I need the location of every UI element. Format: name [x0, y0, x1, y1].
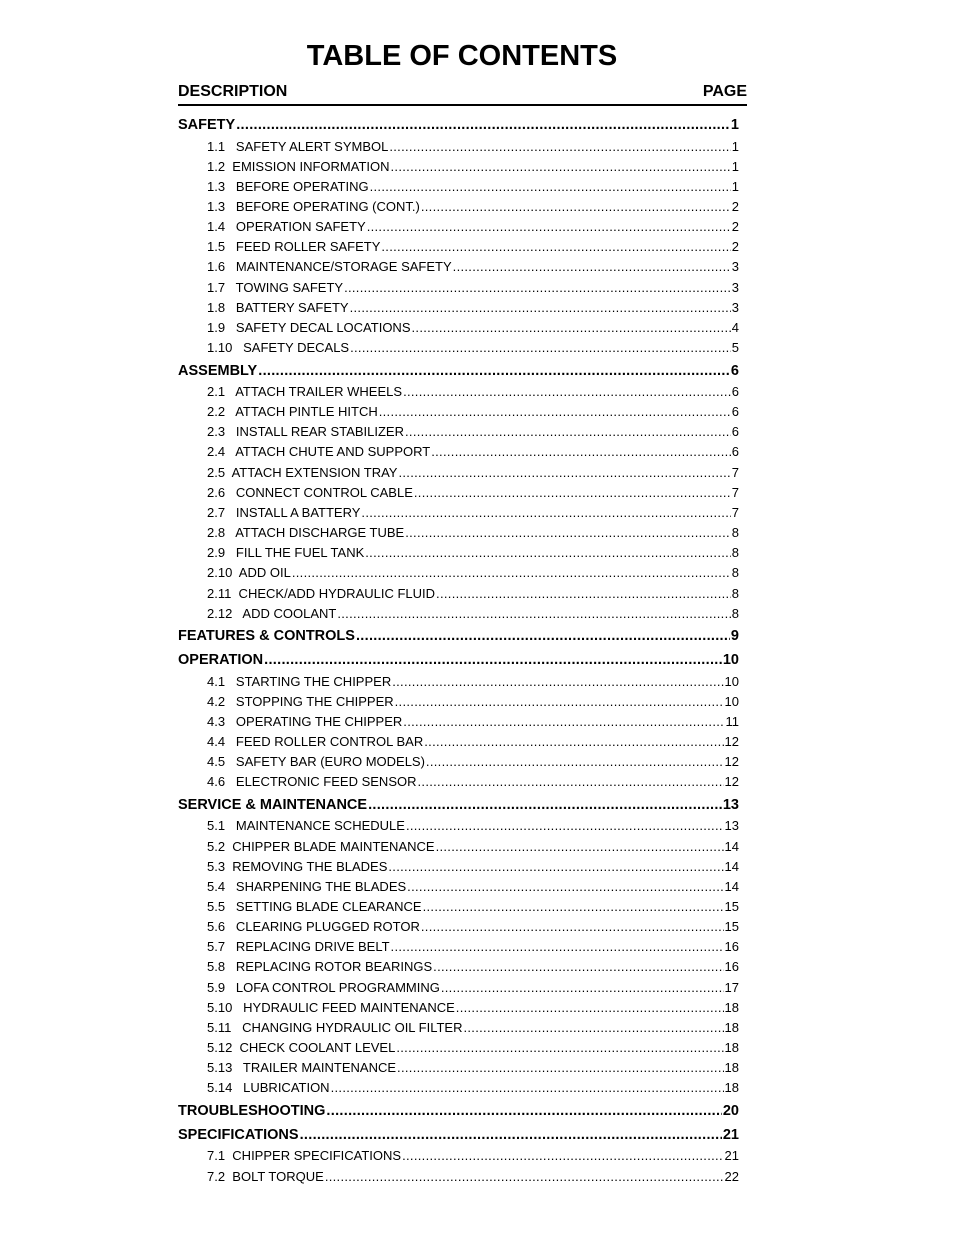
toc-header	[178, 82, 747, 106]
toc-subsection-entry	[207, 465, 739, 483]
toc-entry-page-number: 2	[731, 239, 739, 255]
dot-leader	[397, 1060, 723, 1075]
toc-entry-page-number: 21	[722, 1126, 739, 1143]
toc-entry-label: 7.1 CHIPPER SPECIFICATIONS	[207, 1148, 402, 1164]
dot-leader	[367, 219, 731, 234]
toc-entry-page-number: 18	[724, 999, 739, 1015]
toc-section-entry	[178, 797, 739, 817]
toc-entry-page-number: 6	[731, 404, 739, 420]
dot-leader	[407, 879, 723, 894]
toc-subsection-entry	[207, 1060, 739, 1078]
dot-leader	[361, 505, 730, 520]
dot-leader	[365, 545, 731, 560]
dot-leader	[456, 1000, 724, 1015]
dot-leader	[388, 859, 723, 874]
toc-entry-label: OPERATION	[178, 652, 264, 669]
toc-subsection-entry	[207, 565, 739, 583]
toc-subsection-entry	[207, 879, 739, 897]
toc-entry-label: 4.2 STOPPING THE CHIPPER	[207, 693, 394, 709]
toc-subsection-entry	[207, 259, 739, 277]
dot-leader	[370, 179, 731, 194]
toc-entry-label: 5.3 REMOVING THE BLADES	[207, 858, 388, 874]
dot-leader	[300, 1127, 722, 1143]
toc-subsection-entry	[207, 320, 739, 338]
toc-subsection-entry	[207, 404, 739, 422]
toc-subsection-entry	[207, 734, 739, 752]
toc-entry-label: 1.1 SAFETY ALERT SYMBOL	[207, 138, 389, 154]
dot-leader	[236, 117, 730, 133]
toc-entry-label: 2.10 ADD OIL	[207, 565, 291, 581]
toc-entry-page-number: 21	[724, 1148, 739, 1164]
toc-entry-page-number: 17	[724, 979, 739, 995]
toc-entry-label: 2.9 FILL THE FUEL TANK	[207, 545, 365, 561]
toc-subsection-entry	[207, 139, 739, 157]
dot-leader	[403, 714, 724, 729]
toc-entry-page-number: 10	[724, 693, 739, 709]
dot-leader	[463, 1020, 723, 1035]
toc-entry-page-number: 8	[731, 525, 739, 541]
dot-leader	[396, 1040, 723, 1055]
toc-subsection-entry	[207, 674, 739, 692]
toc-entry-page-number: 20	[722, 1102, 739, 1119]
toc-entry-page-number: 14	[724, 858, 739, 874]
toc-entry-label: TROUBLESHOOTING	[178, 1102, 326, 1119]
toc-entry-label: 2.3 INSTALL REAR STABILIZER	[207, 424, 404, 440]
toc-subsection-entry	[207, 485, 739, 503]
toc-entry-page-number: 6	[731, 384, 739, 399]
dot-leader	[423, 899, 724, 914]
toc-subsection-entry	[207, 384, 739, 402]
dot-leader	[412, 320, 731, 335]
dot-leader	[418, 774, 724, 789]
toc-entry-page-number: 18	[724, 1040, 739, 1056]
toc-subsection-entry	[207, 919, 739, 937]
toc-subsection-entry	[207, 525, 739, 543]
toc-section-entry	[178, 117, 739, 137]
dot-leader	[379, 404, 731, 419]
toc-entry-page-number: 2	[731, 219, 739, 235]
dot-leader	[350, 300, 731, 315]
toc-subsection-entry	[207, 754, 739, 772]
dot-leader	[424, 734, 723, 749]
toc-entry-page-number: 10	[722, 652, 739, 669]
dot-leader	[331, 1080, 724, 1095]
toc-section-entry	[178, 652, 739, 672]
dot-leader	[398, 465, 730, 480]
toc-section-entry	[178, 628, 739, 648]
toc-entry-page-number: 12	[724, 754, 739, 770]
toc-subsection-entry	[207, 694, 739, 712]
toc-entry-page-number: 15	[724, 919, 739, 935]
toc-entry-page-number: 9	[730, 628, 739, 645]
toc-subsection-entry	[207, 1020, 739, 1038]
toc-subsection-entry	[207, 859, 739, 877]
dot-leader	[406, 818, 724, 833]
toc-entry-label: 4.4 FEED ROLLER CONTROL BAR	[207, 734, 424, 750]
toc-subsection-entry	[207, 219, 739, 237]
toc-subsection-entry	[207, 1169, 739, 1187]
toc-entry-page-number: 15	[724, 899, 739, 914]
dot-leader	[391, 939, 724, 954]
dot-leader	[258, 363, 730, 379]
toc-subsection-entry	[207, 774, 739, 792]
toc-subsection-entry	[207, 505, 739, 523]
toc-entry-label: FEATURES & CONTROLS	[178, 628, 355, 645]
dot-leader	[431, 444, 731, 459]
toc-section-entry	[178, 363, 739, 383]
dot-leader	[356, 628, 730, 644]
toc-subsection-entry	[207, 239, 739, 257]
toc-entry-label: 1.7 TOWING SAFETY	[207, 279, 344, 295]
toc-subsection-entry	[207, 818, 739, 836]
page-column-header: PAGE	[702, 83, 747, 100]
toc-subsection-entry	[207, 444, 739, 462]
toc-subsection-entry	[207, 159, 739, 177]
toc-entry-label: 1.3 BEFORE OPERATING	[207, 178, 369, 194]
toc-subsection-entry	[207, 300, 739, 318]
toc-entry-label: 5.5 SETTING BLADE CLEARANCE	[207, 899, 422, 914]
dot-leader	[325, 1169, 724, 1184]
toc-entry-label: 2.11 CHECK/ADD HYDRAULIC FLUID	[207, 585, 436, 601]
toc-entry-page-number: 13	[724, 818, 739, 834]
toc-entry-page-number: 18	[724, 1019, 739, 1035]
toc-entry-label: 5.9 LOFA CONTROL PROGRAMMING	[207, 979, 440, 995]
toc-entry-page-number: 12	[724, 734, 739, 750]
toc-entry-label: ASSEMBLY	[178, 362, 258, 379]
toc-entry-label: 7.2 BOLT TORQUE	[207, 1168, 324, 1184]
toc-entry-page-number: 18	[724, 1060, 739, 1076]
dot-leader	[368, 797, 722, 813]
toc-entry-label: 5.6 CLEARING PLUGGED ROTOR	[207, 919, 420, 935]
dot-leader	[453, 259, 731, 274]
toc-subsection-entry	[207, 280, 739, 298]
toc-subsection-entry	[207, 586, 739, 604]
toc-entry-label: 1.8 BATTERY SAFETY	[207, 299, 349, 315]
toc-entry-label: 2.5 ATTACH EXTENSION TRAY	[207, 464, 398, 480]
toc-entry-page-number: 8	[731, 605, 739, 621]
dot-leader	[337, 606, 730, 621]
toc-entry-page-number: 6	[731, 444, 739, 460]
toc-entry-label: 2.4 ATTACH CHUTE AND SUPPORT	[207, 444, 431, 460]
dot-leader	[426, 754, 724, 769]
toc-entry-page-number: 14	[724, 838, 739, 854]
toc-entry-page-number: 10	[724, 673, 739, 689]
toc-subsection-entry	[207, 1000, 739, 1018]
toc-entry-page-number: 12	[724, 774, 739, 790]
toc-entry-label: 5.7 REPLACING DRIVE BELT	[207, 939, 390, 955]
toc-subsection-entry	[207, 606, 739, 624]
toc-entry-page-number: 3	[731, 279, 739, 295]
toc-section-entry	[178, 1103, 739, 1123]
dot-leader	[405, 525, 731, 540]
toc-subsection-entry	[207, 714, 739, 732]
toc-entry-label: 1.3 BEFORE OPERATING (CONT.)	[207, 198, 420, 214]
toc-subsection-entry	[207, 1040, 739, 1058]
toc-entry-label: 1.6 MAINTENANCE/STORAGE SAFETY	[207, 259, 452, 275]
toc-entry-label: 2.2 ATTACH PINTLE HITCH	[207, 404, 378, 420]
toc-subsection-entry	[207, 340, 739, 358]
toc-entry-label: 5.14 LUBRICATION	[207, 1080, 330, 1096]
toc-entry-page-number: 18	[724, 1080, 739, 1096]
toc-entry-page-number: 7	[731, 484, 739, 500]
toc-entry-label: 5.11 CHANGING HYDRAULIC OIL FILTER	[207, 1019, 463, 1035]
toc-entry-label: 4.1 STARTING THE CHIPPER	[207, 673, 392, 689]
toc-entry-label: SAFETY	[178, 117, 236, 133]
dot-leader	[421, 199, 731, 214]
dot-leader	[436, 839, 724, 854]
dot-leader	[381, 239, 730, 254]
toc-subsection-entry	[207, 545, 739, 563]
toc-entry-page-number: 1	[731, 138, 739, 154]
dot-leader	[441, 980, 724, 995]
toc-entry-page-number: 6	[730, 362, 739, 379]
dot-leader	[395, 694, 724, 709]
dot-leader	[414, 485, 731, 500]
toc-subsection-entry	[207, 1080, 739, 1098]
toc-entry-label: 2.12 ADD COOLANT	[207, 605, 337, 621]
toc-entry-label: 4.6 ELECTRONIC FEED SENSOR	[207, 774, 417, 790]
description-column-header: DESCRIPTION	[178, 83, 288, 100]
toc-subsection-entry	[207, 839, 739, 857]
dot-leader	[344, 280, 731, 295]
dot-leader	[350, 340, 731, 355]
toc-entry-page-number: 14	[724, 878, 739, 894]
dot-leader	[389, 139, 730, 154]
toc-entry-label: 2.6 CONNECT CONTROL CABLE	[207, 484, 413, 500]
toc-entry-label: 1.9 SAFETY DECAL LOCATIONS	[207, 319, 411, 335]
toc-entry-page-number: 7	[731, 464, 739, 480]
toc-entry-label: 5.13 TRAILER MAINTENANCE	[207, 1060, 397, 1076]
toc-entry-page-number: 1	[731, 178, 739, 194]
toc-entry-page-number: 8	[731, 545, 739, 561]
toc-entry-page-number: 16	[724, 959, 739, 975]
toc-subsection-entry	[207, 980, 739, 998]
dot-leader	[391, 159, 731, 174]
dot-leader	[292, 565, 731, 580]
toc-subsection-entry	[207, 959, 739, 977]
toc-entry-label: 4.5 SAFETY BAR (EURO MODELS)	[207, 754, 425, 770]
toc-entry-page-number: 16	[724, 939, 739, 955]
toc-entry-page-number: 3	[731, 259, 739, 275]
toc-subsection-entry	[207, 424, 739, 442]
toc-entry-page-number: 13	[722, 796, 739, 813]
toc-entry-label: 2.7 INSTALL A BATTERY	[207, 504, 361, 520]
toc-subsection-entry	[207, 1148, 739, 1166]
toc-entry-page-number: 4	[731, 319, 739, 335]
dot-leader	[392, 674, 723, 689]
dot-leader	[405, 424, 731, 439]
toc-entry-page-number: 1	[730, 117, 739, 133]
toc-entry-page-number: 6	[731, 424, 739, 440]
toc-entry-page-number: 5	[731, 340, 739, 355]
toc-subsection-entry	[207, 899, 739, 917]
toc-entry-label: 1.5 FEED ROLLER SAFETY	[207, 239, 381, 255]
toc-entry-label: 1.4 OPERATION SAFETY	[207, 219, 366, 235]
toc-entry-label: 5.4 SHARPENING THE BLADES	[207, 878, 407, 894]
toc-entry-page-number: 2	[731, 198, 739, 214]
toc-entry-label: SPECIFICATIONS	[178, 1126, 299, 1143]
toc-entry-label: SERVICE & MAINTENANCE	[178, 796, 368, 813]
toc-entry-page-number: 11	[725, 713, 739, 729]
dot-leader	[264, 652, 722, 668]
toc-entry-label: 1.2 EMISSION INFORMATION	[207, 158, 390, 174]
toc-subsection-entry	[207, 199, 739, 217]
toc-entry-label: 1.10 SAFETY DECALS	[207, 340, 350, 355]
dot-leader	[421, 919, 724, 934]
toc-entry-page-number: 8	[731, 585, 739, 601]
toc-entry-page-number: 1	[731, 158, 739, 174]
toc-entry-label: 5.8 REPLACING ROTOR BEARINGS	[207, 959, 433, 975]
dot-leader	[436, 586, 731, 601]
toc-entry-label: 2.1 ATTACH TRAILER WHEELS	[207, 384, 403, 399]
toc-entry-label: 2.8 ATTACH DISCHARGE TUBE	[207, 525, 405, 541]
toc-subsection-entry	[207, 179, 739, 197]
toc-section-entry	[178, 1127, 739, 1147]
page-title: TABLE OF CONTENTS	[306, 40, 618, 72]
toc-entry-page-number: 8	[731, 565, 739, 581]
dot-leader	[433, 959, 723, 974]
toc-entry-page-number: 3	[731, 299, 739, 315]
dot-leader	[402, 1148, 723, 1163]
toc-subsection-entry	[207, 939, 739, 957]
toc-entry-label: 4.3 OPERATING THE CHIPPER	[207, 713, 403, 729]
toc-entry-page-number: 22	[724, 1168, 739, 1184]
toc-entry-page-number: 7	[731, 504, 739, 520]
dot-leader	[403, 384, 731, 399]
toc-entry-label: 5.1 MAINTENANCE SCHEDULE	[207, 818, 405, 834]
dot-leader	[326, 1103, 721, 1119]
toc-entry-label: 5.12 CHECK COOLANT LEVEL	[207, 1040, 396, 1056]
toc-entry-label: 5.10 HYDRAULIC FEED MAINTENANCE	[207, 999, 455, 1015]
toc-entry-label: 5.2 CHIPPER BLADE MAINTENANCE	[207, 838, 435, 854]
